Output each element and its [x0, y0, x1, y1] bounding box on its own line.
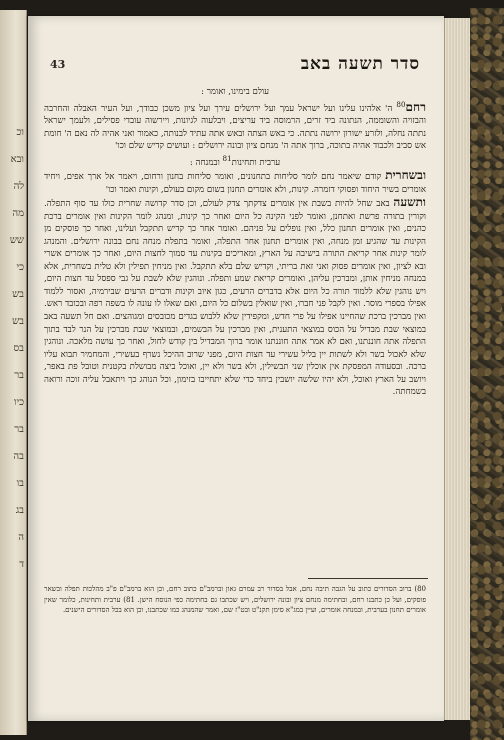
- paragraph-rachem: [44, 99, 426, 153]
- facing-page-fragment: מה: [12, 208, 24, 219]
- facing-page-fragment: בר: [14, 370, 24, 381]
- facing-page-fragment: בש: [12, 289, 24, 300]
- line-aravit: [44, 153, 426, 169]
- facing-page-fragment: ד: [19, 559, 24, 570]
- aravit-tail: ובמנחה :: [189, 157, 220, 168]
- paragraph-tishaah: [44, 196, 426, 399]
- facing-page-fragment: בש: [12, 316, 24, 327]
- tishaah-heading: ותשעה: [393, 195, 426, 210]
- page-number: 43: [50, 58, 66, 71]
- paragraph-shacharit: [44, 169, 426, 196]
- rachem-body: ה' אלהינו עלינו ועל ישראל עמך ועל ירושלים עירך ועל ציון משכן כבודך, ועל העיר האבלה והחרבה והבזויה והשוממה, הנתונה ביד זרים, הרמוסה ביד עריצים, ויבלעוה לגיונות, ויירשוה עובדי פסילים, ולעמך ישראל נתתה נחלה, ולזרע ישורון ירושה נתתה. כי באש הצתה ובאש אתה עתיד לבנותה, כאמור ואני אהיה לה נאם ה' חומת אש סביב ולכבוד אהיה בתוכה, ברוך אתה ה' מנחם ציון ובונה ירושלים : ועושים קדיש שלם וכו': [44, 103, 426, 152]
- facing-page-fragment: כי: [16, 262, 24, 273]
- facing-page-fragment: בו: [16, 478, 24, 489]
- tishaah-body: באב שחל להיות בשבת אין אומרים צדקתך צדק לעולם, וכן סדר קדושה שחרית כולו עד סוף התפלה. וקורין בתורה פרשת ואתחנן, ואומר לפני הקינה כל היום ואחר כך קינות, ומנהג לומר הקינות ואין אומרים ברכת כהנים, ואין אומרים תחנון כלל, ואין נופלים על פניהם. ואומר אחר כך קדיש תתקבל ועלינו, ואחר כך פוסקים מן הקינות עד שהגיע זמן מנחה, ואין אומרים תחנון אחר התפלה, ואומר בתפלת מנחה נחם בבונה ירושלים. והמנהג לומר קינות אחר קריאת התורה בישיבה על הארץ, ומאריכים בקינות עד סמוך לחצות היום, ואחר כך אומרים אשרי ובא לציון, ואין אומרים פסוק ואני זאת בריתי, וקדיש שלם בלא תתקבל. ואין מניחין תפילין ולא טלית בשחרית, אלא במנחה מניחין אותן, ומברכין עליהן, ואומרים קריאת שמע ותפלה. ונוהגין שלא לשבת על גבי ספסל עד חצות היום, ויש נוהגין שלא ללמוד תורה כל היום אלא בדברים הרעים, כגון איוב וקינות ודברים הרעים שבירמיה, ואסור ללמוד אפילו בספרי מוסר. ואין לקבל פני חברו, ואין שואלין בשלום כל היום, ואם שאלו לו עונה לו בשפה רפה ובכובד ראש. ואין מברכין ברכת שהחיינו אפילו על פרי חדש, ומקפידין שלא ללבוש בגדים מכובסים ומגוהצים. ואם חל תשעה באב במוצאי שבת מבדיל על הכוס במוצאי התענית, ואין מברכין על הבשמים, ובמוצאי שבת מברכין על הנר לבד בתוך התפלה אתה חוננתנו, ואם לא אמר אתה חוננתנו אומר ברוך המבדיל בין קודש לחול, ואחר כך עושה מלאכה. ונוהגין שלא לאכול בשר ולא לשתות יין בליל עשירי עד חצות היום, מפני שרוב ההיכל נשרף בעשירי, והמחמיר תבוא עליו ברכה. ובסעודה המפסקת אין אוכלין שני תבשילין, ולא בשר ולא יין, ואוכל ביצה מבושלת בקטנית וטובל פת באפר, ויושב על הארץ ואוכל, ולא יהיו שלשה יושבין ביחד כדי שלא יתחייבו בזימון, וכל הנוהג כך ויתאבל עליה זוכה ורואה בשמחתה.: [44, 199, 427, 398]
- aravit-note-mark: 81: [222, 153, 232, 163]
- page-header: [50, 54, 420, 78]
- book-page: [28, 16, 444, 721]
- facing-page-fragment: ובא: [10, 154, 24, 165]
- footnotes-text: 80) ברוב הסדורים כתוב על הגבה תיבה נחם, אבל בסדור רב עמרם גאון וברמב"ם כתוב רחם, וכן הוא ברמב"ם פ"ב מהלכות תפלה ובשאר פוסקים, ועל כן כתבנו רחם, ובחתימה מנחם ציון ובונה ירושלים, ויש שכתבו גם בחתימה כפי הנוסח הישן. 81) ערבית ותחינות, כלומר שאין אומרים תחנון בערבית, ובמנחה אומרים, ועיין במג"א סימן תקנ"ט ובט"ז שם, ואמר שהמנהג כמו שכתבנו, וכן הוא בכל הסדורים הישנים.: [44, 585, 426, 615]
- facing-page-fragment: בה: [13, 451, 24, 462]
- facing-page-fragment: כיו: [13, 397, 24, 408]
- rachem-note-mark: 80: [396, 99, 406, 109]
- main-text-block: [44, 86, 426, 399]
- facing-page-edge: [0, 10, 27, 735]
- aravit-text: ערבית ותחינות: [231, 157, 281, 168]
- facing-page-fragment: שש: [9, 235, 24, 246]
- facing-page-fragment: בר: [14, 424, 24, 435]
- line-olam: עולם בימינו, ואומר :: [201, 87, 269, 97]
- facing-page-fragment: וכ: [16, 127, 24, 138]
- footnote-separator: [308, 578, 428, 579]
- shacharit-body: קודם שיאמר נחם לומר סליחות בתחנונים, ואומר סליחות בחנון ורחום, ויאמר אל ארך אפים, ויחיד אומרים בשיר היחוד ופסוקי דזמרה. קינות, ולא אומרים תחנון בשום מקום בעולם, וקינות ואמר וכו': [44, 172, 426, 195]
- facing-page-fragment: בג: [15, 505, 24, 516]
- facing-page-fragment: בס: [13, 343, 24, 354]
- marbled-cover: [470, 8, 504, 740]
- footnotes-block: [44, 584, 426, 616]
- rachem-heading: רחם: [405, 99, 426, 114]
- shacharit-heading: ובשחרית: [385, 168, 427, 182]
- facing-page-fragment: ה: [18, 532, 24, 543]
- running-title: סדר תשעה באב: [300, 54, 420, 74]
- page-edges: [444, 18, 471, 720]
- facing-page-fragment: לה: [13, 181, 24, 192]
